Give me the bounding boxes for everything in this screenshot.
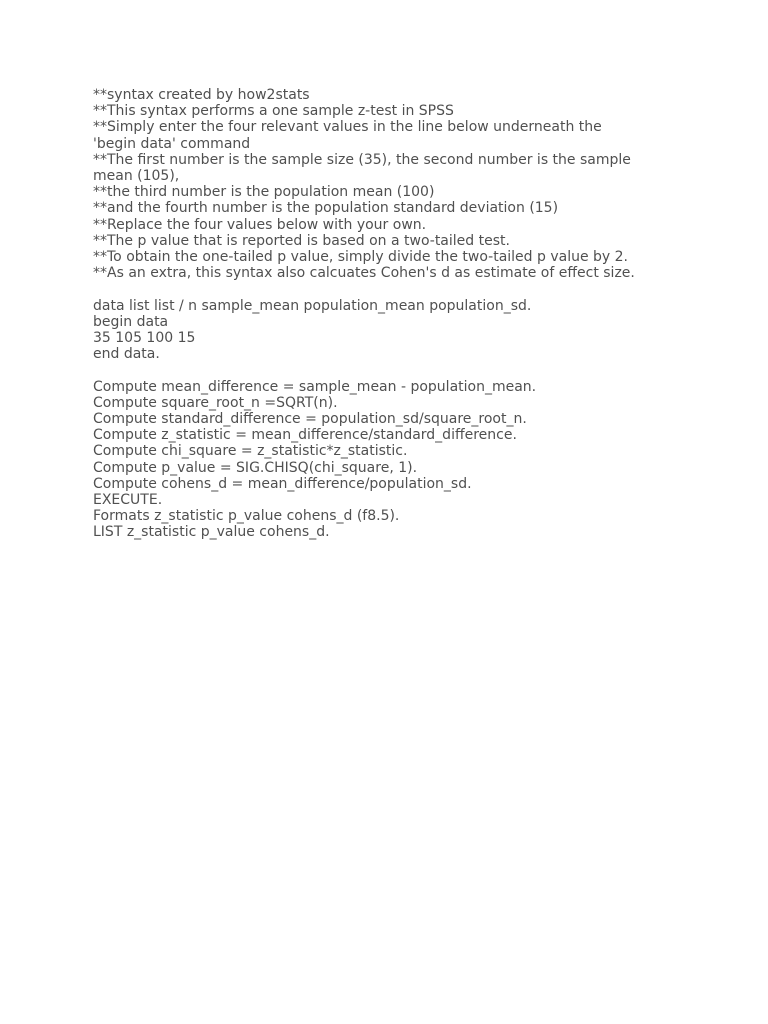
data-line: begin data — [93, 313, 169, 330]
data-line: 35 105 100 15 — [93, 330, 196, 347]
comment-line: **The first number is the sample size (35), the second number is the sample — [93, 151, 631, 168]
compute-line: Compute chi_square = z_statistic*z_statistic. — [93, 443, 408, 460]
comment-line: **Replace the four values below with your own. — [93, 216, 427, 233]
comment-line: **To obtain the one-tailed p value, simply divide the two-tailed p value by 2. — [93, 249, 629, 266]
compute-line: Compute standard_difference = population_sd/square_root_n. — [93, 411, 527, 428]
compute-line: Compute p_value = SIG.CHISQ(chi_square, 1). — [93, 459, 418, 476]
data-section — [93, 298, 683, 363]
comment-line: **As an extra, this syntax also calcuates Cohen's d as estimate of effect size. — [93, 265, 635, 282]
compute-section — [93, 379, 683, 541]
comment-line: **The p value that is reported is based on a two-tailed test. — [93, 232, 510, 249]
compute-line: EXECUTE. — [93, 492, 163, 509]
data-line: data list list / n sample_mean population_mean population_sd. — [93, 297, 532, 314]
compute-line: Compute mean_difference = sample_mean - population_mean. — [93, 378, 537, 395]
blank-line — [93, 362, 683, 378]
compute-line: Compute cohens_d = mean_difference/population_sd. — [93, 475, 472, 492]
blank-line — [93, 281, 683, 297]
compute-line: Formats z_statistic p_value cohens_d (f8.5). — [93, 508, 400, 525]
comment-line: mean (105), — [93, 168, 180, 185]
syntax-text — [93, 87, 683, 541]
comment-line: **and the fourth number is the population standard deviation (15) — [93, 200, 559, 217]
compute-line: Compute square_root_n =SQRT(n). — [93, 394, 338, 411]
data-line: end data. — [93, 346, 160, 363]
comment-line: **Simply enter the four relevant values in the line below underneath the — [93, 119, 602, 136]
comment-line: **This syntax performs a one sample z-test in SPSS — [93, 103, 454, 120]
comment-section — [93, 87, 683, 281]
compute-line: LIST z_statistic p_value cohens_d. — [93, 524, 330, 541]
comment-line: **the third number is the population mean (100) — [93, 184, 435, 201]
comment-line: **syntax created by how2stats — [93, 87, 310, 103]
compute-line: Compute z_statistic = mean_difference/standard_difference. — [93, 427, 517, 444]
comment-line: 'begin data' command — [93, 135, 251, 152]
